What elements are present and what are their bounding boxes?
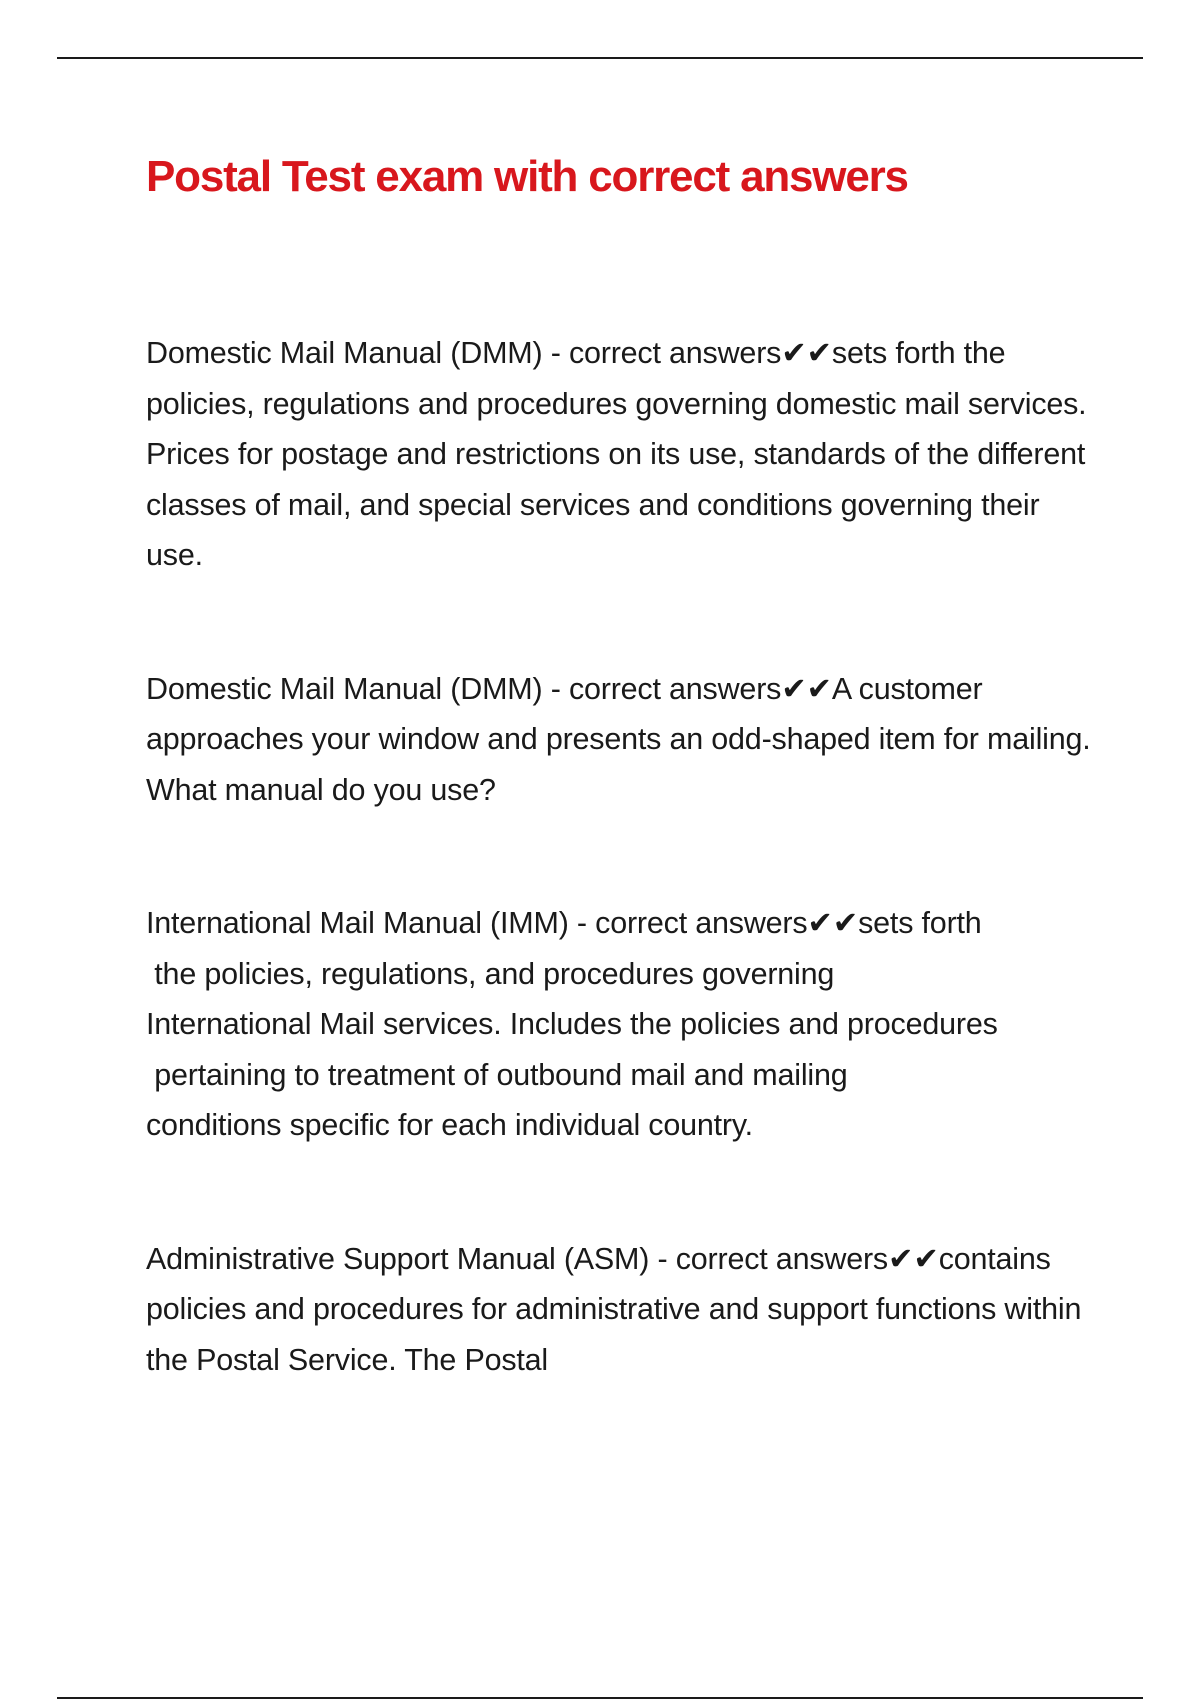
footer-rule xyxy=(57,1697,1143,1699)
entry-line: International Mail services. Includes the policies and procedures xyxy=(146,1007,998,1041)
entry-dmm-question: Domestic Mail Manual (DMM) - correct answers✔✔A customer approaches your window and presents an odd-shaped item for mailing. What manual do you use? xyxy=(146,671,1091,807)
header-rule xyxy=(57,57,1143,59)
page-title: Postal Test exam with correct answers xyxy=(146,152,908,201)
entry-line: conditions specific for each individual country. xyxy=(146,1108,753,1142)
entry-asm-definition: Administrative Support Manual (ASM) - correct answers✔✔contains policies and procedures for administrative and support functions within the Postal Service. The Postal xyxy=(146,1241,1082,1377)
entries-list xyxy=(146,328,1096,1385)
entry-line: pertaining to treatment of outbound mail and mailing xyxy=(146,1057,848,1092)
entry-imm-definition xyxy=(146,898,1096,1151)
entry-line: International Mail Manual (IMM) - correct answers✔✔sets forth xyxy=(146,906,982,940)
entry-dmm-definition: Domestic Mail Manual (DMM) - correct answers✔✔sets forth the policies, regulations and procedures governing domestic mail services. Prices for postage and restrictions on its use, standards of the different classes of mail, and special services and conditions governing their use. xyxy=(146,336,1087,572)
page-content xyxy=(146,150,1096,1468)
entry-line: the policies, regulations, and procedures governing xyxy=(146,956,835,991)
